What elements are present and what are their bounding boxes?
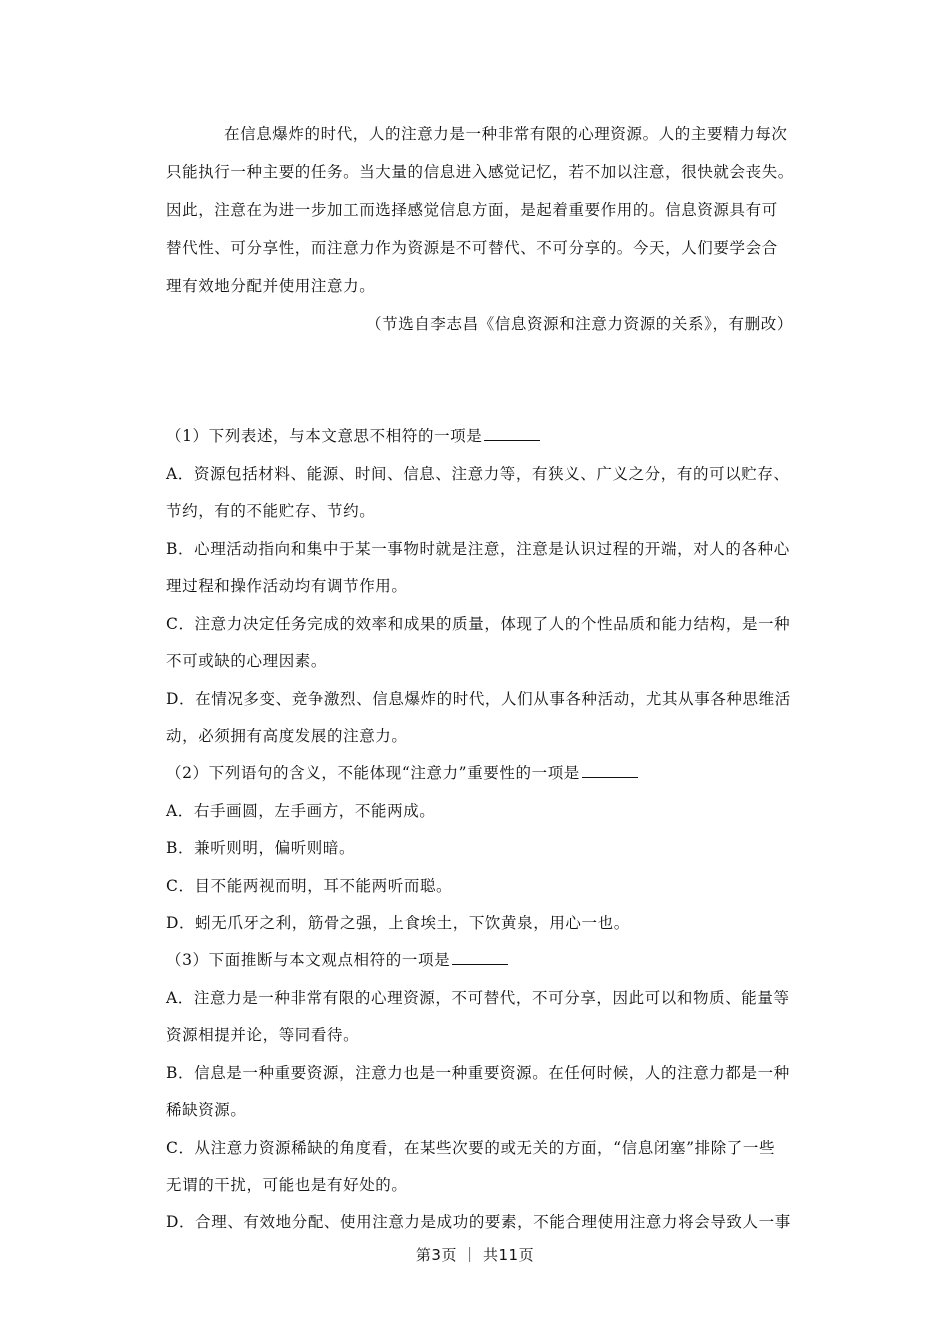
option-line: 节约，有的不能贮存、节约。 [166,502,376,520]
question-stem: （1）下列表述，与本文意思不相符的一项是 [166,426,540,446]
passage-line: 只能执行一种主要的任务。当大量的信息进入感觉记忆，若不加以注意，很快就会丧失。 [166,163,794,181]
option-line: 不可或缺的心理因素。 [166,652,328,670]
option-line: 稀缺资源。 [166,1101,247,1119]
answer-blank[interactable] [452,950,508,965]
passage-line: 在信息爆炸的时代，人的注意力是一种非常有限的心理资源。人的主要精力每次 [224,125,788,143]
option-line: B．心理活动指向和集中于某一事物时就是注意，注意是认识过程的开端，对人的各种心 [166,540,790,558]
answer-blank[interactable] [582,763,638,778]
passage-line: 替代性、可分享性，而注意力作为资源是不可替代、不可分享的。今天，人们要学会合 [166,239,778,257]
passage-line: 因此，注意在为进一步加工而选择感觉信息方面，是起着重要作用的。信息资源具有可 [166,201,778,219]
option-line: D．蚓无爪牙之利，筋骨之强，上食埃土，下饮黄泉，用心一也。 [166,914,630,932]
option-line: D．合理、有效地分配、使用注意力是成功的要素，不能合理使用注意力将会导致人一事 [166,1213,791,1231]
option-line: 资源相提并论，等同看待。 [166,1026,360,1044]
option-line: 无谓的干扰，可能也是有好处的。 [166,1176,408,1194]
answer-blank[interactable] [484,426,540,441]
question-stem: （2）下列语句的含义，不能体现“注意力”重要性的一项是 [166,763,638,783]
option-line: B．信息是一种重要资源，注意力也是一种重要资源。在任何时候，人的注意力都是一种 [166,1064,790,1082]
option-line: C．注意力决定任务完成的效率和成果的质量，体现了人的个性品质和能力结构，是一种 [166,615,791,633]
question-stem: （3）下面推断与本文观点相符的一项是 [166,950,508,970]
option-line: 动，必须拥有高度发展的注意力。 [166,727,408,745]
option-line: A．资源包括材料、能源、时间、信息、注意力等，有狭义、广义之分，有的可以贮存、 [166,465,790,483]
passage-line: 理有效地分配并使用注意力。 [166,277,376,295]
page-footer: 第3页 ｜ 共11页 [415,1246,535,1264]
option-line: A．右手画圆，左手画方，不能两成。 [166,802,436,820]
option-line: C．目不能两视而明，耳不能两听而聪。 [166,877,453,895]
option-line: A．注意力是一种非常有限的心理资源，不可替代，不可分享，因此可以和物质、能量等 [166,989,790,1007]
option-line: D．在情况多变、竞争激烈、信息爆炸的时代，人们从事各种活动，尤其从事各种思维活 [166,690,791,708]
option-line: C．从注意力资源稀缺的角度看，在某些次要的或无关的方面，“信息闭塞”排除了一些 [166,1139,776,1157]
passage-source: （节选自李志昌《信息资源和注意力资源的关系》，有删改） [366,315,793,333]
option-line: B．兼听则明，偏听则暗。 [166,839,356,857]
option-line: 理过程和操作活动均有调节作用。 [166,577,408,595]
